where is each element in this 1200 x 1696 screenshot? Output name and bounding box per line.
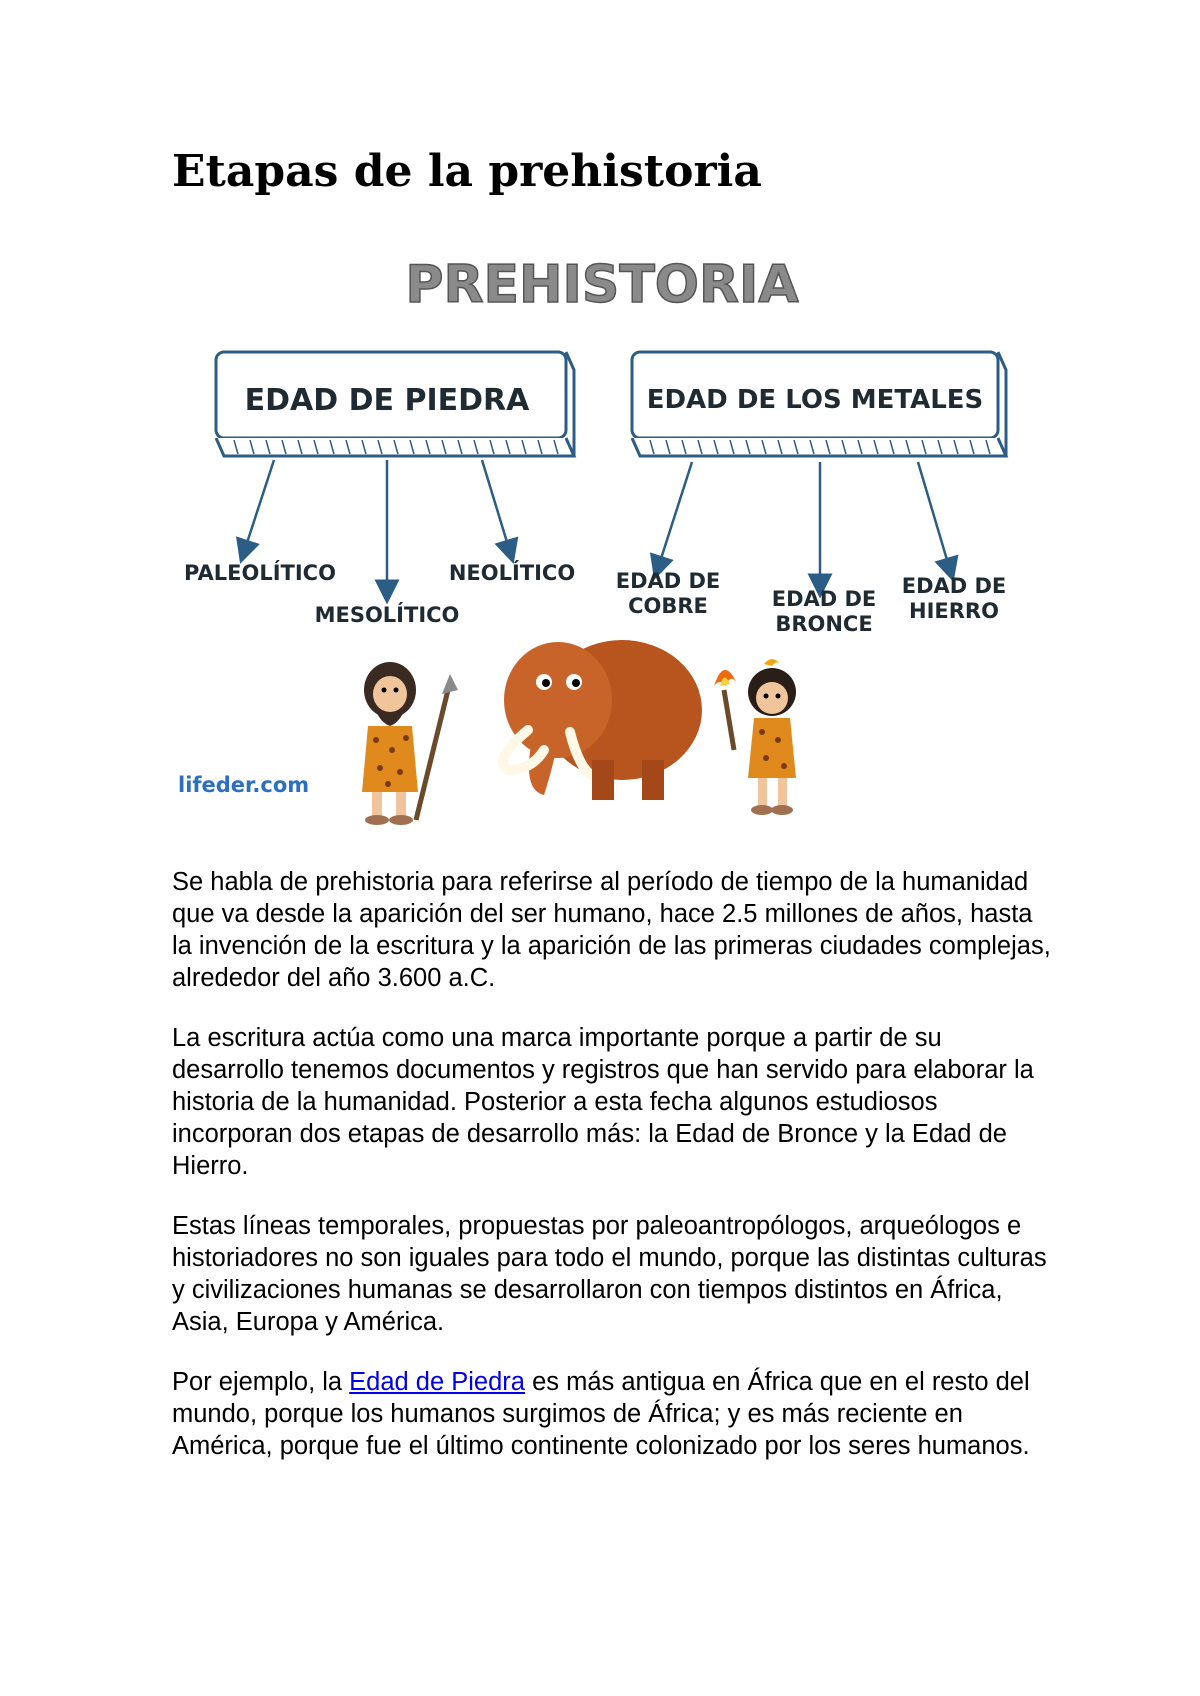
watermark-text: lifeder.com bbox=[178, 773, 310, 797]
group-box-edad-de-los-metales bbox=[632, 352, 1006, 456]
stage-label-cobre-line1: EDAD DE bbox=[615, 569, 721, 593]
cavegirl-illustration bbox=[714, 659, 796, 815]
caveman-illustration bbox=[362, 662, 458, 825]
group-label: EDAD DE PIEDRA bbox=[244, 383, 530, 418]
mammoth-illustration bbox=[503, 640, 702, 800]
group-box-edad-de-piedra bbox=[216, 352, 574, 456]
stage-label-mesolitico: MESOLÍTICO bbox=[314, 603, 460, 627]
arrows bbox=[244, 460, 950, 592]
stage-label-bronce-line1: EDAD DE bbox=[771, 587, 877, 611]
diagram-title: PREHISTORIA bbox=[405, 255, 799, 315]
paragraph: Se habla de prehistoria para referirse al período de tiempo de la humanidad que va desde la aparición del ser humano, hace 2.5 millones de años, hasta la invención de la escritura y la aparición de las primeras ciudades complejas, alrededor del año 3.600 a.C. bbox=[172, 868, 1051, 992]
article-body bbox=[172, 866, 1052, 1490]
stage-label-bronce-line2: BRONCE bbox=[775, 612, 873, 636]
edad-de-piedra-link[interactable]: Edad de Piedra bbox=[349, 1368, 525, 1396]
stage-label-cobre-line2: COBRE bbox=[628, 594, 708, 618]
arrow bbox=[658, 462, 692, 568]
page-title: Etapas de la prehistoria bbox=[172, 146, 762, 197]
paragraph: La escritura actúa como una marca importante porque a partir de su desarrollo tenemos documentos y registros que han servido para elaborar la historia de la humanidad. Posterior a esta fecha algunos estudiosos incorporan dos etapas de desarrollo más: la Edad de Bronce y la Edad de Hierro. bbox=[172, 1024, 1034, 1180]
paragraph bbox=[172, 1366, 1052, 1462]
arrow bbox=[918, 462, 950, 570]
prehistoria-diagram bbox=[172, 240, 1052, 840]
stage-label-neolitico: NEOLÍTICO bbox=[448, 561, 576, 585]
stage-label-paleolitico: PALEOLÍTICO bbox=[184, 561, 336, 585]
arrow bbox=[482, 460, 510, 552]
paragraph-text-before-link: Por ejemplo, la bbox=[172, 1368, 350, 1396]
group-label: EDAD DE LOS METALES bbox=[646, 385, 984, 415]
diagram-svg bbox=[172, 240, 1052, 840]
arrow bbox=[244, 460, 274, 552]
paragraph-text-after-link: es más antigua en África que en el resto del mundo, porque los humanos surgimos de África; y es más reciente en América, porque fue el último continente colonizado por los seres humanos. bbox=[172, 1368, 1030, 1460]
stage-label-hierro-line2: HIERRO bbox=[909, 599, 999, 623]
stage-label-hierro-line1: EDAD DE bbox=[901, 574, 1007, 598]
paragraph: Estas líneas temporales, propuestas por paleoantropólogos, arqueólogos e historiadores no son iguales para todo el mundo, porque las distintas culturas y civilizaciones humanas se desarrollaron con tiempos distintos en África, Asia, Europa y América. bbox=[172, 1212, 1047, 1336]
